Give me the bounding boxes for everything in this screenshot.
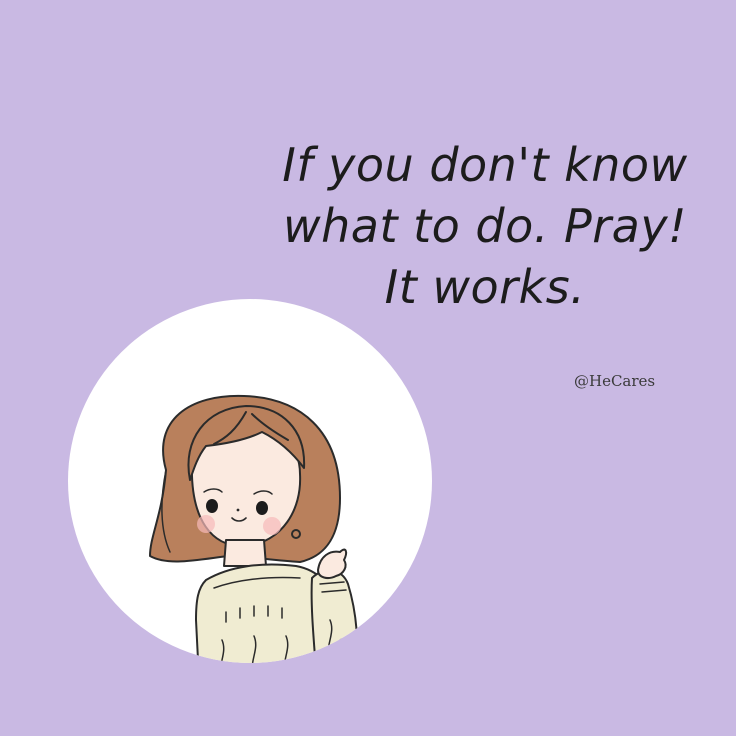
left-blush <box>197 515 215 533</box>
sweater-sleeve <box>312 570 358 700</box>
neck <box>224 540 266 566</box>
quote-line-2: what to do. Pray! <box>282 199 687 253</box>
nose <box>237 509 240 512</box>
quote-line-3: It works. <box>384 260 586 314</box>
right-eye <box>256 501 268 515</box>
right-blush <box>263 517 281 535</box>
author-handle: @HeCares <box>574 372 656 390</box>
left-eye <box>206 499 218 513</box>
quote-line-1: If you don't know <box>282 138 688 192</box>
